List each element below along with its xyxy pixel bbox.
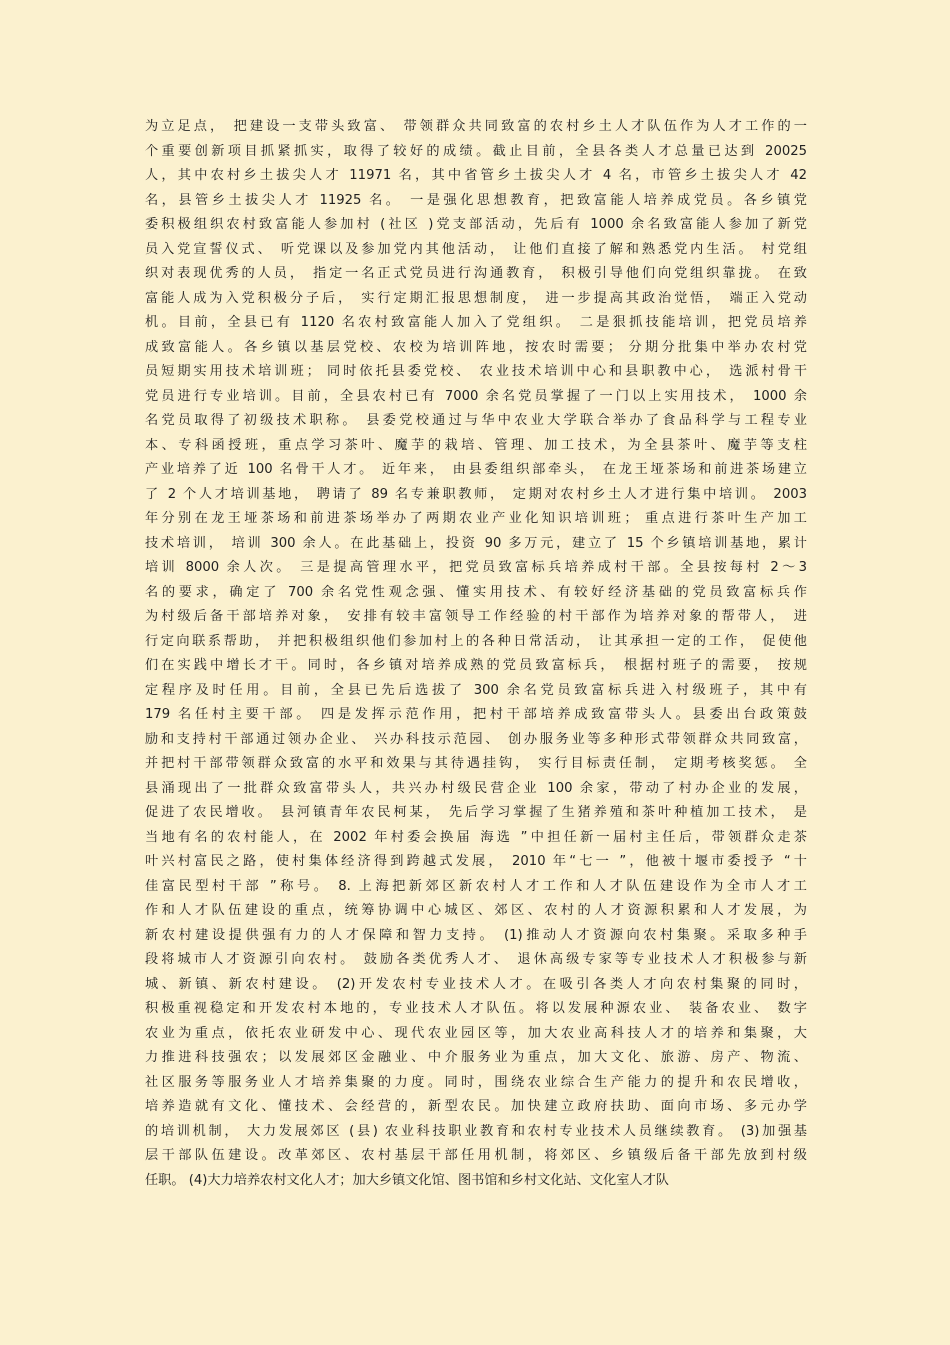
text-line: 为立足点， 把建设一支带头致富、 带领群众共同致富的农村乡土人才队伍作为人才工作的一 <box>145 119 807 134</box>
text-line: 为村级后备干部培养对象， 安排有较丰富领导工作经验的村干部作为培养对象的帮带人， 进 <box>145 609 807 624</box>
text-line: 年分别在龙王垭茶场和前进茶场举办了两期农业产业化知识培训班； 重点进行茶叶生产加工 <box>145 511 807 526</box>
text-line: 本、专科函授班，重点学习茶叶、魔芋的栽培、管理、加工技术，为全县茶叶、魔芋等支柱 <box>145 437 807 453</box>
text-line: 技术培训， 培训 300 余人。在此基础上，投资 90 多万元，建立了 15 个乡镇培训基地，累计 <box>145 535 807 551</box>
text-line: 励和支持村干部通过领办企业、 兴办科技示范园、 创办服务业等多种形式带领群众共同致富， <box>145 731 807 747</box>
text-line: 当地有名的农村能人，在 2002 年村委会换届 海选 ”中担任新一届村主任后，带领群众走茶 <box>145 829 807 845</box>
text-line: 机。目前，全县已有 1120 名农村致富能人加入了党组织。 二是狠抓技能培训，把党员培养 <box>145 315 807 330</box>
text-line: 的培训机制， 大力发展郊区 (县) 农业科技职业教育和农村专业技术人员继续教育。 (3)加强基 <box>145 1123 807 1139</box>
text-line: 名的要求，确定了 700 余名党性观念强、懂实用技术、有较好经济基础的党员致富标兵作 <box>145 584 807 600</box>
text-line: 富能人成为入党积极分子后， 实行定期汇报思想制度， 进一步提高其政治觉悟， 端正入党动 <box>145 290 807 306</box>
text-line: 佳富民型村干部 ”称号。 8. 上海把新郊区新农村人才工作和人才队伍建设作为全市人才工 <box>145 878 807 894</box>
text-line: 行定向联系帮助， 并把积极组织他们参加村上的各种日常活动， 让其承担一定的工作， 促使他 <box>145 633 807 649</box>
text-line: 名，县管乡土拔尖人才 11925 名。 一是强化思想教育，把致富能人培养成党员。各乡镇党 <box>145 192 807 208</box>
text-line: 产业培养了近 100 名骨干人才。 近年来， 由县委组织部牵头， 在龙王垭茶场和前进茶场建立 <box>145 462 807 477</box>
text-line: 人，其中农村乡土拔尖人才 11971 名，其中省管乡土拔尖人才 4 名，市管乡土拔尖人才 42 <box>145 168 807 183</box>
text-line: 委积极组织农村致富能人参加村 (社区 )党支部活动，先后有 1000 余名致富能人参加了新党 <box>145 217 807 232</box>
text-line: 党员进行专业培训。目前，全县农村已有 7000 余名党员掌握了一门以上实用技术， 1000 余 <box>145 388 807 404</box>
text-line: 员入党宣誓仪式、 听党课以及参加党内其他活动， 让他们直接了解和熟悉党内生活。 村党组 <box>145 241 807 257</box>
text-line: 任职。 (4)大力培养农村文化人才；加大乡镇文化馆、图书馆和乡村文化站、文化室人才队 <box>145 1172 669 1188</box>
text-line: 作和人才队伍建设的重点，统筹协调中心城区、郊区、农村的人才资源积累和人才发展，为 <box>145 903 807 918</box>
text-line: 个重要创新项目抓紧抓实，取得了较好的成绩。截止目前，全县各类人才总量已达到 20025 <box>145 143 807 159</box>
text-line: 县涌现出了一批群众致富带头人，共兴办村级民营企业 100 余家，带动了村办企业的发展， <box>145 780 807 796</box>
text-line: 名党员取得了初级技术职称。 县委党校通过与华中农业大学联合举办了食品科学与工程专业 <box>145 413 807 428</box>
text-line: 织对表现优秀的人员， 指定一名正式党员进行沟通教育， 积极引导他们向党组织靠拢。 在致 <box>145 266 807 281</box>
text-line: 段将城市人才资源引向农村。 鼓励各类优秀人才、 退休高级专家等专业技术人才积极参与新 <box>145 952 807 967</box>
text-line: 积极重视稳定和开发农村本地的，专业技术人才队伍。将以发展种源农业、 装备农业、 数字 <box>145 1001 807 1016</box>
text-line: 促进了农民增收。 县河镇青年农民柯某， 先后学习掌握了生猪养殖和茶叶种植加工技术， 是 <box>145 805 807 820</box>
text-line: 培养造就有文化、懂技术、会经营的，新型农民。加快建立政府扶助、面向市场、多元办学 <box>145 1099 807 1114</box>
text-line: 定程序及时任用。目前，全县已先后选拔了 300 余名党员致富标兵进入村级班子，其中有 <box>145 682 807 698</box>
text-line: 社区服务等服务业人才培养集聚的力度。同时，围绕农业综合生产能力的提升和农民增收， <box>145 1074 807 1090</box>
text-line: 力推进科技强农；以发展郊区金融业、中介服务业为重点，加大文化、旅游、房产、物流、 <box>145 1050 807 1065</box>
text-line: 农业为重点，依托农业研发中心、现代农业园区等，加大农业高科技人才的培养和集聚，大 <box>145 1025 807 1041</box>
text-line: 并把村干部带领群众致富的水平和效果与其待遇挂钩， 实行目标责任制， 定期考核奖惩。 全 <box>145 756 807 771</box>
text-line: 成致富能人。各乡镇以基层党校、农校为培训阵地，按农时需要； 分期分批集中举办农村党 <box>145 339 807 355</box>
text-line: 培训 8000 余人次。 三是提高管理水平，把党员致富标兵培养成村干部。全县按每村 2～3 <box>145 560 807 575</box>
text-line: 员短期实用技术培训班； 同时依托县委党校、 农业技术培训中心和县职教中心， 选派村骨干 <box>145 364 807 379</box>
text-line: 叶兴村富民之路，使村集体经济得到跨越式发展， 2010 年“七一 ”，他被十堰市委授予 “十 <box>145 854 807 869</box>
text-line: 层干部队伍建设。改革郊区、农村基层干部任用机制，将郊区、乡镇级后备干部先放到村级 <box>145 1148 807 1163</box>
body-text <box>145 115 807 1193</box>
text-line: 了 2 个人才培训基地， 聘请了 89 名专兼职教师， 定期对农村乡土人才进行集中培训。 2003 <box>145 486 807 502</box>
text-line: 们在实践中增长才干。同时，各乡镇对培养成熟的党员致富标兵， 根据村班子的需要， 按规 <box>145 658 807 673</box>
text-line: 新农村建设提供强有力的人才保障和智力支持。 (1)推动人才资源向农村集聚。采取多种手 <box>145 927 807 943</box>
text-line: 179 名任村主要干部。 四是发挥示范作用，把村干部培养成致富带头人。县委出台政策鼓 <box>145 707 807 722</box>
text-line: 城、新镇、新农村建设。 (2)开发农村专业技术人才。在吸引各类人才向农村集聚的同时， <box>145 976 807 992</box>
